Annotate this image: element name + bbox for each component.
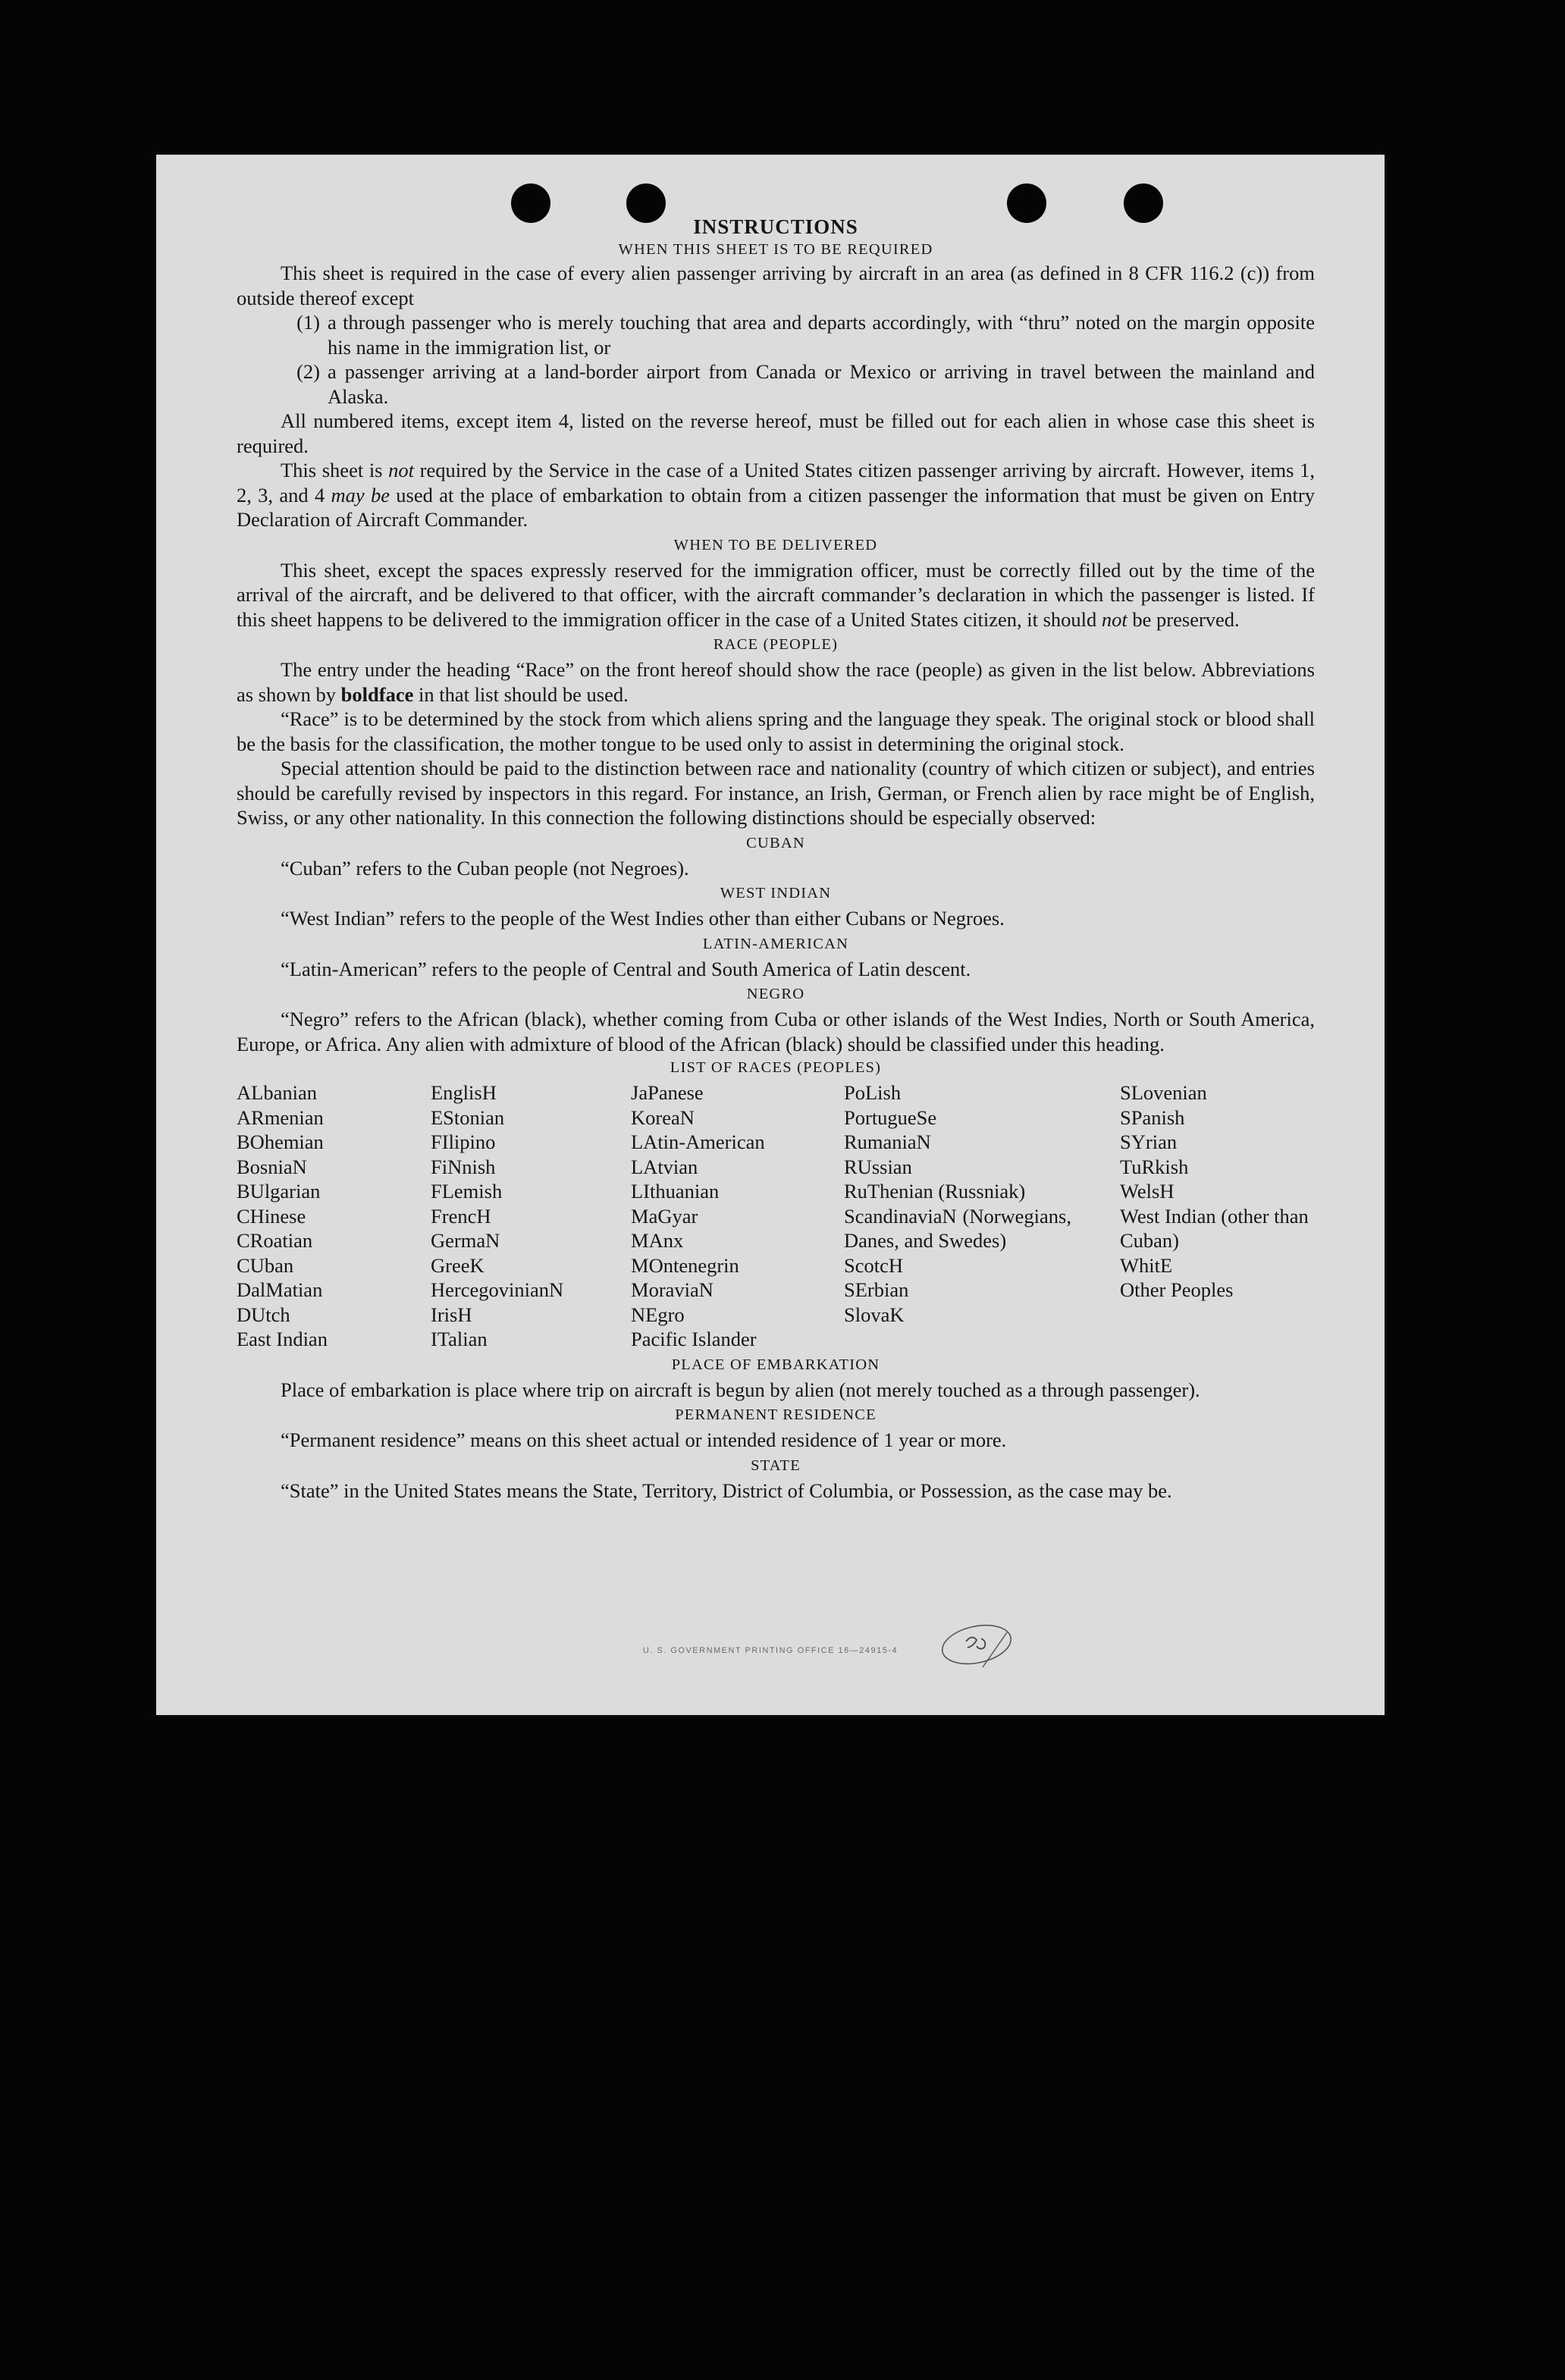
heading-negro: NEGRO	[746, 986, 805, 1002]
heading-place-of-embarkation: PLACE OF EMBARKATION	[671, 1356, 880, 1373]
paragraph-required-intro: This sheet is required in the case of every alien passenger arriving by aircraft in an area (as defined in 8 CFR 116.2 (c)) from outside thereof except	[237, 262, 1315, 309]
text-run: This sheet, except the spaces expressly reserved for the immigration officer, must be correctly filled out by the time of the arrival of the aircraft, and be delivered to that officer, with the aircraft commander’s declaration in which the passenger is listed. If this sheet happens to be delivered to the immigration officer in the case of a United States citizen, it should	[237, 558, 1315, 631]
race-entry: JaPanese	[631, 1081, 704, 1104]
races-column	[237, 1080, 431, 1352]
races-column	[431, 1080, 631, 1352]
item-text: a through passenger who is merely touching that area and departs accordingly, with “thru” noted on the margin opposite his name in the immigration list, or	[328, 311, 1315, 359]
race-entry: FiNnish	[431, 1155, 496, 1178]
race-entry: MoraviaN	[631, 1278, 714, 1301]
race-entry: RumaniaN	[844, 1130, 931, 1153]
heading-permanent-residence: PERMANENT RESIDENCE	[675, 1406, 877, 1423]
heading-west-indian: WEST INDIAN	[720, 885, 832, 902]
item-number: (1)	[296, 311, 320, 334]
race-entry: ITalian	[431, 1328, 488, 1350]
printer-imprint: U. S. GOVERNMENT PRINTING OFFICE 16—24915-4	[642, 1646, 899, 1655]
race-entry: IrisH	[431, 1303, 472, 1326]
list-item	[237, 359, 1315, 409]
race-entry: DalMatian	[237, 1278, 323, 1301]
race-entry: TuRkish	[1120, 1155, 1189, 1178]
race-entry: RuThenian (Russniak)	[844, 1180, 1026, 1203]
document-title: INSTRUCTIONS	[693, 215, 858, 238]
paragraph-embarkation: Place of embarkation is place where trip on aircraft is begun by alien (not merely touched as a through passenger).	[281, 1378, 1200, 1401]
paragraph-state: “State” in the United States means the State, Territory, District of Columbia, or Possession, as the case may be.	[281, 1478, 1172, 1502]
heading-when-delivered: WHEN TO BE DELIVERED	[673, 536, 878, 553]
race-entry: RUssian	[844, 1155, 912, 1178]
text-run: This sheet is	[281, 459, 389, 481]
race-entry: West Indian (other than Cuban)	[1120, 1204, 1309, 1252]
heading-when-required: WHEN THIS SHEET IS TO BE REQUIRED	[618, 241, 933, 258]
document-content	[237, 215, 1315, 1503]
list-item	[237, 310, 1315, 359]
race-entry: CHinese	[237, 1204, 306, 1228]
race-entry: SLovenian	[1120, 1081, 1207, 1104]
race-entry: SYrian	[1120, 1130, 1178, 1153]
text-run: used at the place of embarkation to obtain from a citizen passenger the information that must be given on Entry Declaration of Aircraft Commander.	[237, 483, 1315, 531]
italic-text: not	[388, 459, 414, 481]
race-entry: HercegovinianN	[431, 1278, 564, 1301]
paragraph-numbered-items: All numbered items, except item 4, listed on the reverse hereof, must be filled out for each alien in whose case this sheet is required.	[237, 409, 1315, 457]
race-entry: GreeK	[431, 1253, 485, 1277]
race-entry: EnglisH	[431, 1081, 497, 1104]
handwritten-mark	[937, 1616, 1021, 1669]
heading-cuban: CUBAN	[746, 834, 805, 851]
paragraph-citizen	[237, 458, 1315, 532]
race-entry: BOhemian	[237, 1130, 324, 1153]
race-entry: CUban	[237, 1253, 294, 1277]
paragraph-west-indian: “West Indian” refers to the people of the West Indies other than either Cubans or Negroes.	[281, 907, 1005, 930]
race-entry: KoreaN	[631, 1105, 695, 1129]
heading-race: RACE (PEOPLE)	[713, 636, 839, 653]
race-entry: Other Peoples	[1120, 1278, 1234, 1301]
text-run: The entry under the heading “Race” on the front hereof should show the race (people) as given in the list below. Abbreviations as shown by	[237, 658, 1315, 706]
paragraph-latin-american: “Latin-American” refers to the people of Central and South America of Latin descent.	[281, 957, 971, 980]
paragraph-race-1	[237, 657, 1315, 707]
race-entry: ARmenian	[237, 1105, 324, 1129]
race-entry: LIthuanian	[631, 1180, 720, 1203]
races-list	[237, 1080, 1315, 1352]
paragraph-residence: “Permanent residence” means on this sheet actual or intended residence of 1 year or more.	[281, 1428, 1007, 1451]
race-entry: Pacific Islander	[631, 1328, 757, 1350]
race-entry: PortugueSe	[844, 1105, 937, 1129]
race-entry: BUlgarian	[237, 1180, 321, 1203]
race-entry: ScotcH	[844, 1253, 904, 1277]
item-number: (2)	[296, 360, 320, 383]
paragraph-delivered	[237, 558, 1315, 632]
race-entry: ALbanian	[237, 1081, 317, 1104]
paragraph-race-3: Special attention should be paid to the distinction between race and nationality (country of which citizen or subject), and entries should be carefully revised by inspectors in this regard. For instance, an Irish, German, or French alien by race might be of English, Swiss, or any other nationality. In this connection the following distinctions should be especially observed:	[237, 757, 1315, 829]
text-run: in that list should be used.	[413, 682, 629, 706]
race-entry: FLemish	[431, 1180, 503, 1203]
italic-text: not	[1101, 607, 1127, 631]
races-column	[844, 1080, 1120, 1352]
race-entry: GermaN	[431, 1229, 500, 1252]
race-entry: East Indian	[237, 1328, 328, 1350]
paragraph-negro: “Negro” refers to the African (black), whether coming from Cuba or other islands of the West Indies, North or South America, Europe, or Africa. Any alien with admixture of blood of the African (black) should be classified under this heading.	[237, 1008, 1315, 1055]
race-entry: FIlipino	[431, 1130, 496, 1153]
document-sheet	[156, 155, 1385, 1715]
race-entry: SlovaK	[844, 1303, 905, 1326]
race-entry: BosniaN	[237, 1155, 307, 1178]
race-entry: WhitE	[1120, 1253, 1173, 1277]
heading-latin-american: LATIN-AMERICAN	[702, 935, 849, 952]
race-entry: MAnx	[631, 1229, 684, 1252]
race-entry: WelsH	[1120, 1180, 1175, 1203]
italic-text: may be	[331, 483, 390, 506]
paragraph-race-2: “Race” is to be determined by the stock from which aliens spring and the language they speak. The original stock or blood shall be the basis for the classification, the mother tongue to be used only to assist in determining the original stock.	[237, 707, 1315, 755]
race-entry: NEgro	[631, 1303, 685, 1326]
heading-state: STATE	[751, 1457, 801, 1474]
race-entry: MaGyar	[631, 1204, 698, 1228]
race-entry: SPanish	[1120, 1105, 1185, 1129]
race-entry: SErbian	[844, 1278, 909, 1301]
item-text: a passenger arriving at a land-border airport from Canada or Mexico or arriving in travel between the mainland and Alaska.	[328, 360, 1315, 408]
race-entry: EStonian	[431, 1105, 505, 1129]
race-entry: MOntenegrin	[631, 1253, 739, 1277]
race-entry: ScandinaviaN (Norwegians, Danes, and Swedes)	[844, 1204, 1071, 1252]
race-entry: LAtvian	[631, 1155, 698, 1178]
race-entry: CRoatian	[237, 1229, 313, 1252]
text-run: required by the Service in the case of a United States citizen passenger arriving by aircraft. However, items 1, 2, 3, and 4	[237, 459, 1315, 506]
paragraph-cuban: “Cuban” refers to the Cuban people (not Negroes).	[281, 856, 689, 880]
races-column	[631, 1080, 844, 1352]
race-entry: LAtin-American	[631, 1130, 765, 1153]
races-column	[1120, 1080, 1315, 1352]
race-entry: PoLish	[844, 1081, 902, 1104]
race-entry: FrencH	[431, 1204, 491, 1228]
heading-list-of-races: LIST OF RACES (PEOPLES)	[670, 1059, 882, 1076]
bold-text: boldface	[340, 682, 414, 706]
text-run: be preserved.	[1127, 607, 1240, 631]
race-entry: DUtch	[237, 1303, 290, 1326]
